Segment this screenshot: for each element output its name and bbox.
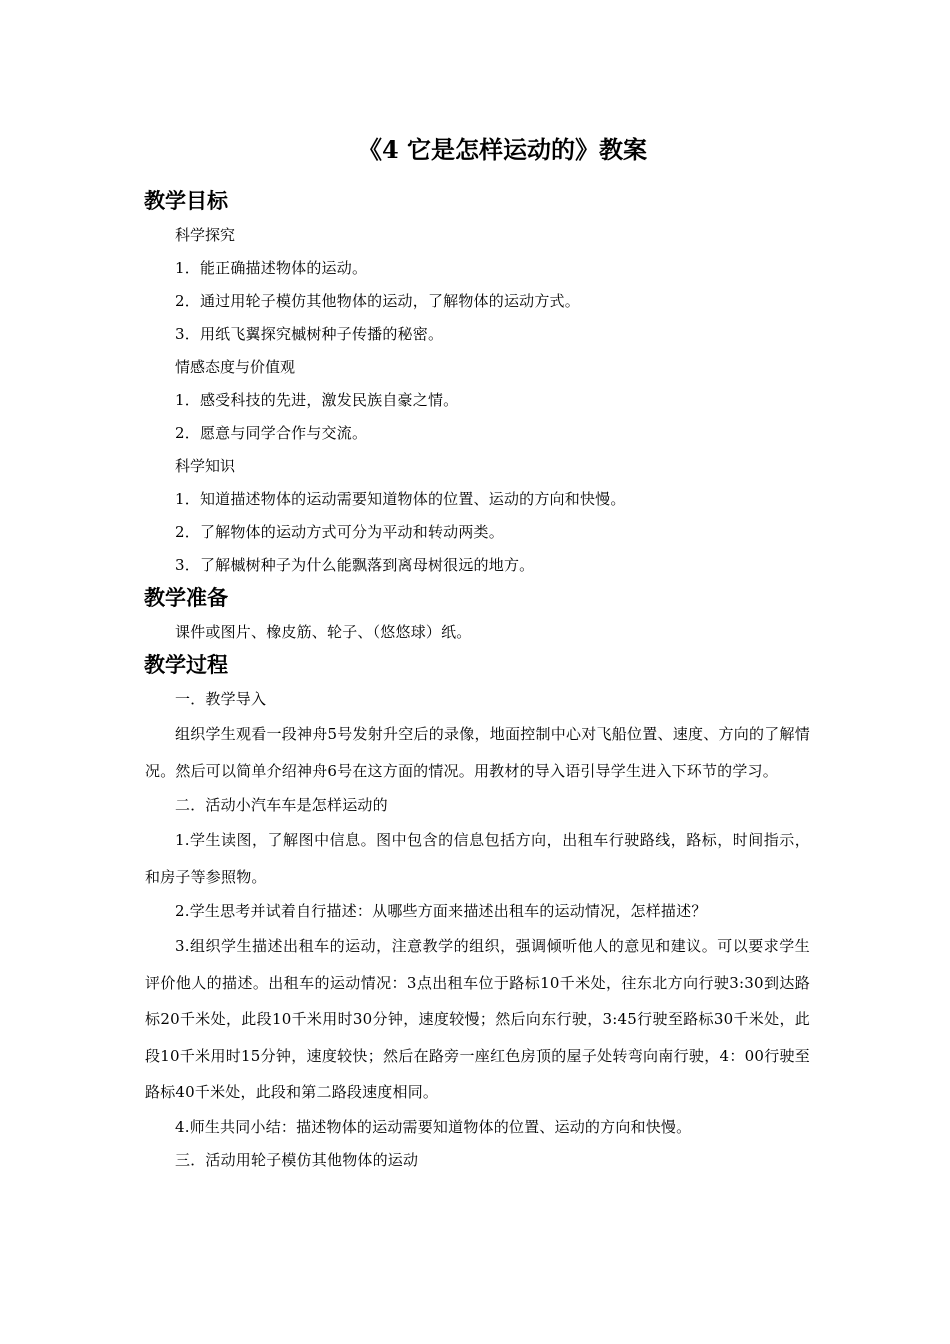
step2-paragraph-4: 4.师生共同小结：描述物体的运动需要知道物体的位置、运动的方向和快慢。 (175, 1117, 692, 1136)
step2-paragraph-1: 1.学生读图，了解图中信息。图中包含的信息包括方向，出租车行驶路线，路标，时间指示，和房子等参照物。 (145, 831, 810, 886)
list-item: 3．用纸飞翼探究槭树种子传播的秘密。 (175, 325, 444, 343)
heading-process: 教学过程 (144, 653, 228, 677)
document-body (145, 132, 810, 1177)
step3-title: 三．活动用轮子模仿其他物体的运动 (175, 1150, 419, 1169)
list-item: 1．知道描述物体的运动需要知道物体的位置、运动的方向和快慢。 (175, 490, 626, 508)
step1-title: 一．教学导入 (175, 690, 267, 708)
subheading-science-inquiry: 科学探究 (175, 226, 236, 244)
step1-text: 组织学生观看一段神舟5号发射升空后的录像，地面控制中心对飞船位置、速度、方向的了解情况。然后可以简单介绍神舟6号在这方面的情况。用教材的导入语引导学生进入下环节的学习。 (145, 725, 810, 780)
list-item: 1．能正确描述物体的运动。 (175, 259, 368, 277)
subheading-attitude-values: 情感态度与价值观 (175, 358, 296, 376)
preparation-text: 课件或图片、橡皮筋、轮子、（悠悠球）纸。 (175, 623, 472, 641)
heading-goals: 教学目标 (144, 189, 228, 213)
list-item: 2．通过用轮子模仿其他物体的运动，了解物体的运动方式。 (175, 292, 580, 310)
subheading-science-knowledge: 科学知识 (175, 457, 236, 475)
list-item: 3．了解槭树种子为什么能飘落到离母树很远的地方。 (175, 556, 535, 574)
document-title: 《4 它是怎样运动的》教案 (357, 135, 648, 164)
list-item: 1．感受科技的先进，激发民族自豪之情。 (175, 391, 459, 409)
heading-preparation: 教学准备 (144, 586, 228, 610)
list-item: 2．了解物体的运动方式可分为平动和转动两类。 (175, 523, 504, 541)
step2-title: 二．活动小汽车车是怎样运动的 (175, 796, 388, 814)
step2-paragraph-3: 3.组织学生描述出租车的运动，注意教学的组织，强调倾听他人的意见和建议。可以要求学生评价他人的描述。出租车的运动情况：3点出租车位于路标10千米处，往东北方向行驶3:30到达路标20千米处，此段10千米用时30分钟，速度较慢；然后向东行驶，3:45行驶至路标30千米处，此段10千米用时15分钟，速度较快；然后在路旁一座红色房顶的屋子处转弯向南行驶，4：00行驶至路标40千米处，此段和第二路段速度相同。 (145, 937, 810, 1101)
list-item: 2．愿意与同学合作与交流。 (175, 424, 368, 442)
step2-paragraph-2: 2.学生思考并试着自行描述：从哪些方面来描述出租车的运动情况，怎样描述？ (175, 902, 707, 920)
